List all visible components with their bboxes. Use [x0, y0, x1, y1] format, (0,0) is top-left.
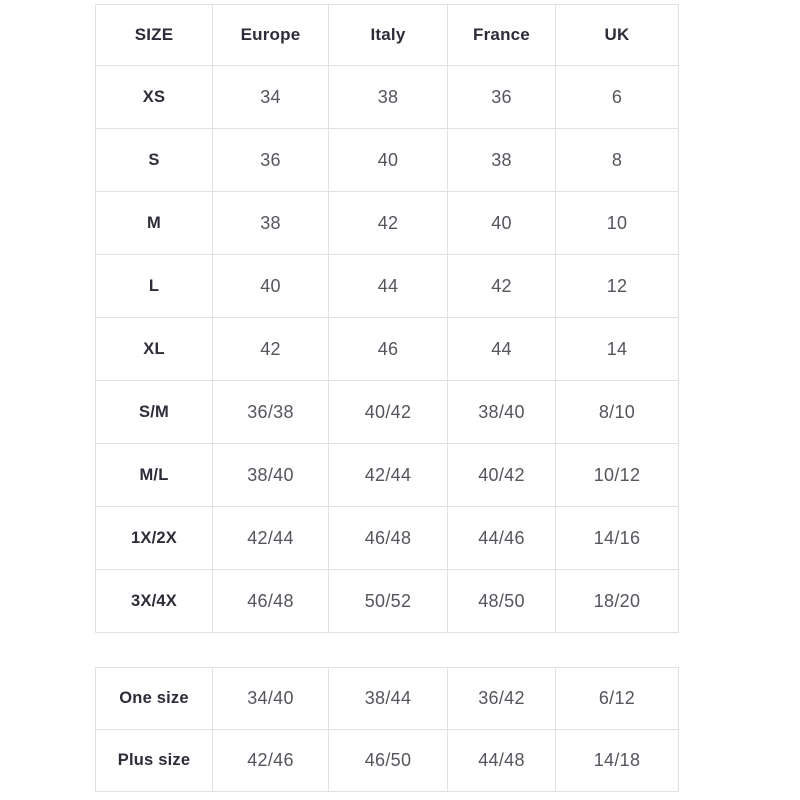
size-value-cell: 44/46	[448, 507, 556, 570]
special-size-table	[95, 667, 679, 792]
row-one-size	[96, 668, 679, 730]
size-value-cell: 6	[556, 66, 679, 129]
size-value-cell: 40/42	[448, 444, 556, 507]
size-value-cell: 42	[448, 255, 556, 318]
column-header-italy: Italy	[329, 5, 448, 66]
size-value-cell: 38	[448, 129, 556, 192]
size-value-cell: 38/44	[329, 668, 448, 730]
size-label-cell: S	[96, 129, 213, 192]
size-value-cell: 40	[448, 192, 556, 255]
size-value-cell: 40	[329, 129, 448, 192]
size-value-cell: 42/44	[329, 444, 448, 507]
row-s	[96, 129, 679, 192]
size-value-cell: 40	[213, 255, 329, 318]
size-label-cell: M/L	[96, 444, 213, 507]
column-header-uk: UK	[556, 5, 679, 66]
size-value-cell: 50/52	[329, 570, 448, 633]
size-value-cell: 42	[329, 192, 448, 255]
row-s-m	[96, 381, 679, 444]
size-value-cell: 34	[213, 66, 329, 129]
row-xs	[96, 66, 679, 129]
size-value-cell: 18/20	[556, 570, 679, 633]
size-label-cell: 3X/4X	[96, 570, 213, 633]
size-value-cell: 42	[213, 318, 329, 381]
size-value-cell: 12	[556, 255, 679, 318]
size-value-cell: 34/40	[213, 668, 329, 730]
row-plus-size	[96, 730, 679, 792]
row-m-l	[96, 444, 679, 507]
size-value-cell: 10	[556, 192, 679, 255]
size-value-cell: 14	[556, 318, 679, 381]
size-label-cell: M	[96, 192, 213, 255]
size-label-cell: XL	[96, 318, 213, 381]
size-value-cell: 46	[329, 318, 448, 381]
size-value-cell: 44/48	[448, 730, 556, 792]
size-value-cell: 42/44	[213, 507, 329, 570]
size-value-cell: 36	[213, 129, 329, 192]
size-value-cell: 48/50	[448, 570, 556, 633]
size-label-cell: One size	[96, 668, 213, 730]
column-header-france: France	[448, 5, 556, 66]
size-value-cell: 8	[556, 129, 679, 192]
size-value-cell: 14/18	[556, 730, 679, 792]
size-value-cell: 44	[448, 318, 556, 381]
column-header-size: SIZE	[96, 5, 213, 66]
row-xl	[96, 318, 679, 381]
size-conversion-table	[95, 4, 679, 633]
size-value-cell: 46/48	[213, 570, 329, 633]
column-header-europe: Europe	[213, 5, 329, 66]
size-value-cell: 6/12	[556, 668, 679, 730]
header-row	[96, 5, 679, 66]
size-value-cell: 44	[329, 255, 448, 318]
size-value-cell: 36/38	[213, 381, 329, 444]
size-label-cell: Plus size	[96, 730, 213, 792]
row-1x-2x	[96, 507, 679, 570]
size-value-cell: 38/40	[213, 444, 329, 507]
size-value-cell: 46/50	[329, 730, 448, 792]
size-label-cell: XS	[96, 66, 213, 129]
size-value-cell: 38/40	[448, 381, 556, 444]
size-value-cell: 40/42	[329, 381, 448, 444]
row-m	[96, 192, 679, 255]
size-value-cell: 38	[213, 192, 329, 255]
size-value-cell: 8/10	[556, 381, 679, 444]
size-value-cell: 36	[448, 66, 556, 129]
size-value-cell: 14/16	[556, 507, 679, 570]
row-l	[96, 255, 679, 318]
size-label-cell: S/M	[96, 381, 213, 444]
row-3x-4x	[96, 570, 679, 633]
size-value-cell: 10/12	[556, 444, 679, 507]
size-value-cell: 42/46	[213, 730, 329, 792]
size-label-cell: 1X/2X	[96, 507, 213, 570]
size-value-cell: 46/48	[329, 507, 448, 570]
size-label-cell: L	[96, 255, 213, 318]
size-value-cell: 36/42	[448, 668, 556, 730]
size-value-cell: 38	[329, 66, 448, 129]
